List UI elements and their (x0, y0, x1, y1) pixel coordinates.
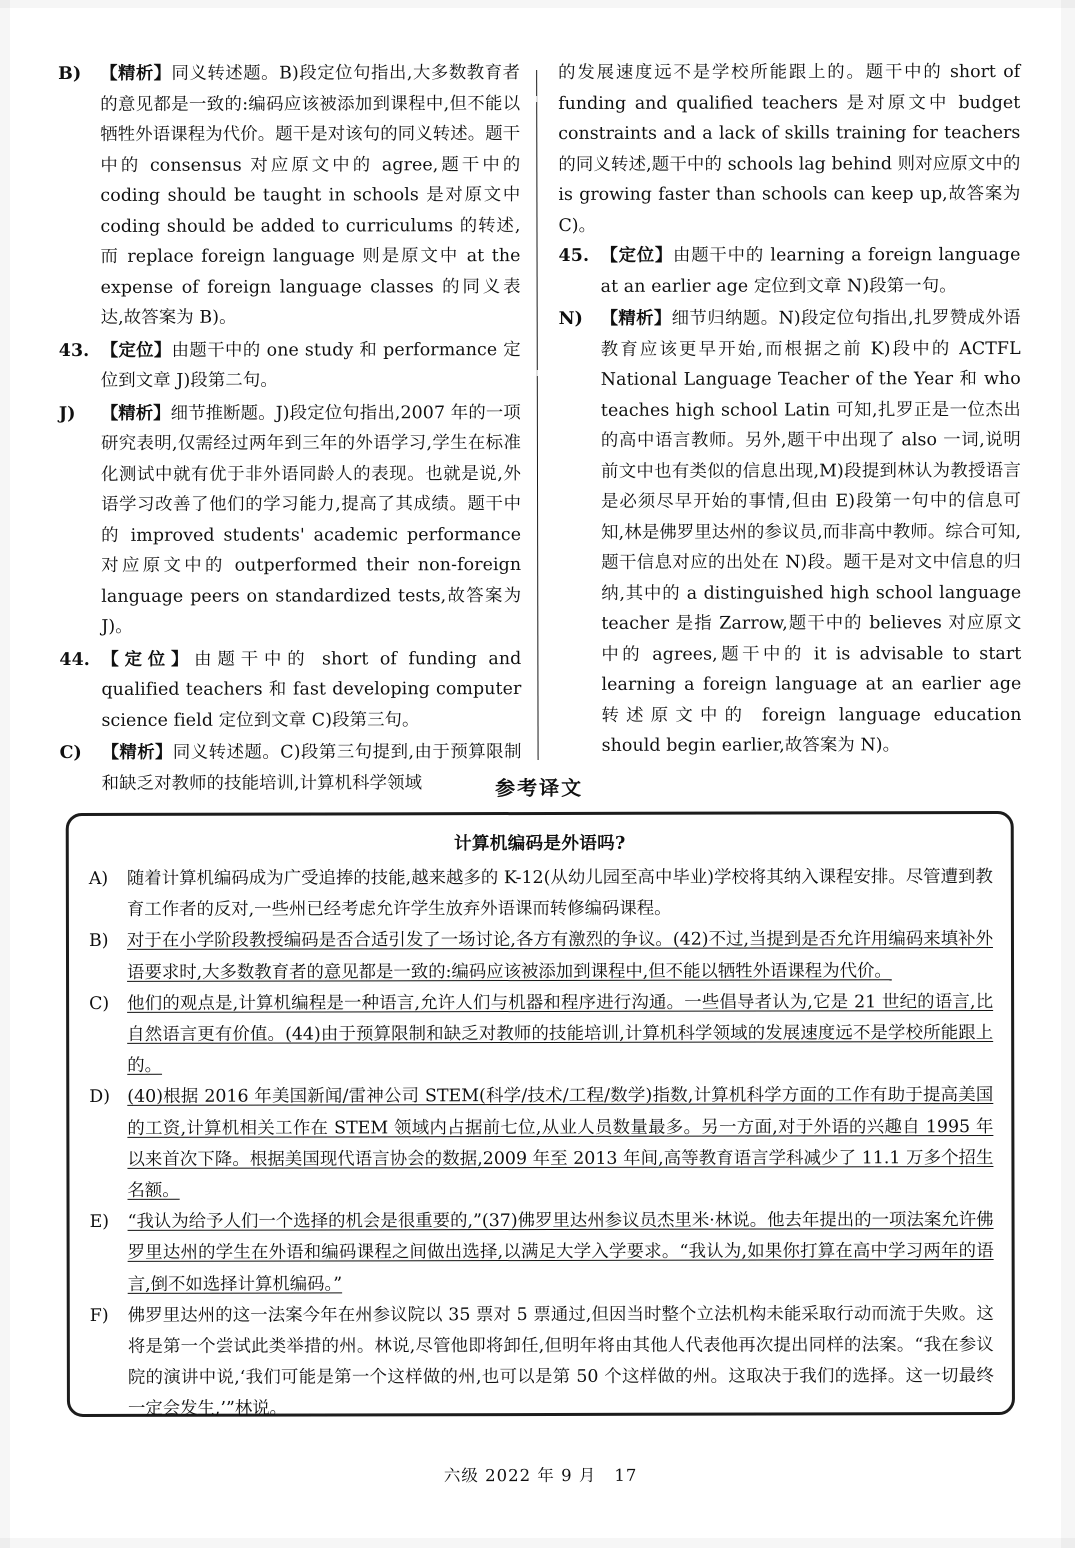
explanations-right-column (558, 57, 1021, 763)
paragraph-label: C) (89, 993, 110, 1014)
explanation-entry (559, 303, 1022, 761)
entry-marker: 43. (58, 340, 90, 361)
translation-box (66, 811, 1015, 1420)
explanation-entry (59, 644, 521, 736)
footer-exam-label: 六级 2022 年 9 月 (443, 1465, 597, 1486)
paragraph-text: (40)根据 2016 年美国新闻/雷神公司 STEM(科学/技术/工程/数学)指数,计算机科学方面的工作有助于提高美国的工资,计算机相关工作在 STEM 领域内占据前七位,从业人员数量最多。另一方面,对于外语的兴趣自 1995 年以来首次下降。根据美国现代语言协会的数据,2009 年至 2013 年间,高等教育语言学科减少了 11.1 万多个招生名额。 (127, 1085, 994, 1201)
entry-tag: 【定位】 (100, 340, 172, 361)
entry-tag: 【精析】 (100, 403, 171, 424)
paragraph-text: “我认为给予人们一个选择的机会是很重要的,”(37)佛罗里达州参议员杰里米·林说。他去年提出的一项法案允许佛罗里达州的学生在外语和编码课程之间做出选择,以满足大学入学要求。“我认为,如果你打算在高中学习两年的语言,倒不如选择计算机编码。” (127, 1210, 994, 1295)
column-divider (536, 70, 538, 760)
explanations-left-column (58, 58, 522, 801)
explanation-entry (59, 335, 521, 397)
paragraph-label: F) (89, 1305, 109, 1326)
paragraph-text: 佛罗里达州的这一法案今年在州参议院以 35 票对 5 票通过,但因当时整个立法机构未能采取行动而流于失败。这将是第一个尝试此类举措的州。林说,尽管他即将卸任,但明年将由其他人代表他再次提出同样的法案。“我在参议院的演讲中说,‘我们可能是第一个这样做的州,也可以是第 50 个这样做的州。这取决于我们的选择。这一切最终一定会发生,’”林说。 (127, 1303, 994, 1420)
entry-text: 细节归纳题。N)段定位句指出,扎罗赞成外语教育应该更早开始,而根据之前 K)段中的 ACTFL National Language Teacher of the Year 和 who teaches high school Latin 可知,扎罗正是一位杰出的高中语言教师。另外,题干中出现了 also 一词,说明前文中也有类似的信息出现,M)段提到林认为教授语言是必须尽早开始的事情,但由 E)段第一句中的信息可知,林是佛罗里达州的参议员,而非高中教师。综合可知,题干信息对应的出处在 N)段。题干是对文中信息的归纳,其中的 a distinguished high school language teacher 是指 Zarrow,题干中的 believes 对应原文中的 agrees,题干中的 it is advisable to start learning a foreign language at an earlier age 转述原文中的 foreign language education should begin earlier,故答案为 N)。 (600, 307, 1022, 756)
translation-paragraph (87, 987, 993, 1083)
entry-marker: J) (58, 403, 76, 424)
explanation-continuation: 的发展速度远不是学校所能跟上的。题干中的 short of funding and qualified teachers 是对原文中 budget constraints and a lack of skills training for teachers 的同义转述,题干中的 schools lag behind 则对应原文中的 is growing faster than schools can keep up,故答案为 C)。 (558, 61, 1021, 236)
translation-paragraph (87, 862, 993, 926)
page-footer (3, 1461, 1075, 1487)
translation-paragraph (88, 1205, 994, 1301)
entry-tag: 【精析】 (600, 308, 672, 329)
entry-marker: C) (59, 742, 82, 764)
explanation-entry (559, 240, 1021, 302)
entry-tag: 【定位】 (101, 649, 195, 670)
entry-marker: N) (558, 308, 584, 329)
passage-title: 计算机编码是外语吗? (453, 832, 626, 855)
paragraph-label: B) (88, 931, 109, 952)
entry-text: 细节推断题。J)段定位句指出,2007 年的一项研究表明,仅需经过两年到三年的外语学习,学生在标准化测试中就有优于非外语同龄人的表现。也就是说,外语学习改善了他们的学习能力,提高了其成绩。题干中的 improved students' academic performance 对应原文中的 outperformed their non-foreign language peers on standardized tests,故答案为 J)。 (100, 402, 522, 637)
explanation-entry (58, 58, 521, 333)
entry-text: 由题干中的 one study 和 performance 定位到文章 J)段第二句。 (100, 339, 521, 391)
translation-section-heading: 参考译文 (495, 775, 584, 801)
entry-text: 同义转述题。C)段第三句提到,由于预算限制和缺乏对教师的技能培训,计算机科学领域 (101, 742, 522, 794)
entry-text: 同义转述题。B)段定位句指出,大多数教育者的意见都是一致的:编码应该被添加到课程中,但不能以牺牲外语课程为代价。题干是对该句的同义转述。题干中的 consensus 对应原文中的 agree,题干中的 coding should be taught in schools 是对原文中 coding should be added to curriculums 的转述,而 replace foreign language 则是原文中 at the expense of foreign language classes 的同义表达,故答案为 B)。 (100, 63, 521, 328)
paragraph-label: E) (89, 1212, 110, 1233)
entry-tag: 【精析】 (101, 742, 173, 763)
entry-tag: 【定位】 (600, 245, 674, 266)
translation-paragraph (87, 1080, 993, 1207)
entry-tag: 【精析】 (100, 63, 172, 84)
paragraph-label: D) (89, 1087, 111, 1108)
entry-marker: 44. (59, 649, 90, 670)
entry-marker: B) (58, 63, 82, 85)
scan-edge-bottom (0, 1538, 1075, 1548)
translation-paragraph (87, 924, 993, 988)
entry-text: 由题干中的 short of funding and qualified teachers 和 fast developing computer science field 定位到文章 C)段第三句。 (101, 648, 522, 731)
paragraph-label: A) (88, 868, 109, 889)
translation-paragraph (88, 1299, 994, 1426)
scan-edge-top (0, 0, 1075, 8)
explanation-entry (59, 398, 522, 643)
page-number: 17 (614, 1465, 638, 1485)
entry-marker: 45. (558, 245, 590, 266)
paragraph-text: 对于在小学阶段教授编码是否合适引发了一场讨论,各方有激烈的争议。(42)不过,当提到是否允许用编码来填补外语要求时,大多数教育者的意见都是一致的:编码应该被添加到课程中,但不能以牺牲外语课程为代价。 (126, 929, 993, 983)
paragraph-text: 随着计算机编码成为广受追捧的技能,越来越多的 K-12(从幼儿园至高中毕业)学校将其纳入课程安排。尽管遭到教育工作者的反对,一些州已经考虑允许学生放弃外语课而转修编码课程。 (126, 867, 993, 921)
paragraph-text: 他们的观点是,计算机编程是一种语言,允许人们与机器和程序进行沟通。一些倡导者认为,它是 21 世纪的语言,比自然语言更有价值。(44)由于预算限制和缺乏对教师的技能培训,计算机科学领域的发展速度远不是学校所能跟上的。 (127, 991, 994, 1077)
entry-text: 由题干中的 learning a foreign language at an earlier age 定位到文章 N)段第一句。 (600, 244, 1021, 297)
